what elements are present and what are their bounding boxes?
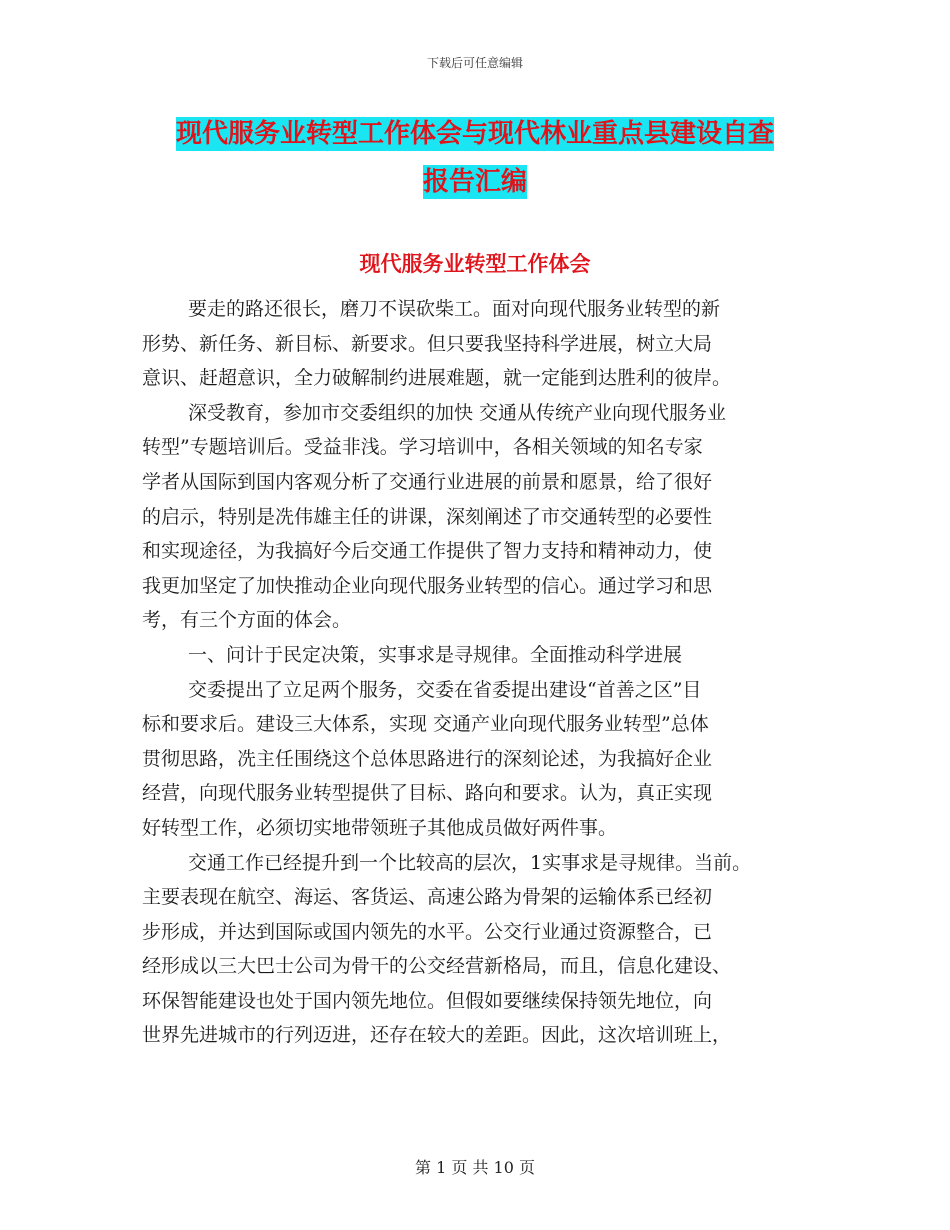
body-line: 一、问计于民定决策，实事求是寻规律。全面推动科学进展 xyxy=(188,643,683,666)
body-line: 经形成以三大巴士公司为骨干的公交经营新格局，而且，信息化建设、 xyxy=(142,955,732,978)
body-line: 我更加坚定了加快推动企业向现代服务业转型的信心。通过学习和思 xyxy=(142,574,713,597)
body-line: 的启示，特别是冼伟雄主任的讲课，深刻阐述了市交通转型的必要性 xyxy=(142,505,713,528)
body-line: 世界先进城市的行列迈进，还存在较大的差距。因此，这次培训班上， xyxy=(142,1024,732,1047)
body-text xyxy=(142,292,832,1053)
body-line: 贯彻思路，冼主任围绕这个总体思路进行的深刻论述，为我搞好企业 xyxy=(142,747,713,770)
document-title-line-1: 现代服务业转型工作体会与现代林业重点县建设自查 xyxy=(175,119,774,149)
body-line: 转型”专题培训后。受益非浅。学习培训中，各相关领域的知名专家 xyxy=(142,436,703,459)
document-title xyxy=(0,110,950,206)
page-footer: 第 1 页 共 10 页 xyxy=(415,1158,535,1177)
body-line: 主要表现在航空、海运、客货运、高速公路为骨架的运输体系已经初 xyxy=(142,886,713,909)
body-line: 深受教育，参加市交委组织的加快 交通从传统产业向现代服务业 xyxy=(188,401,727,424)
body-line: 步形成，并达到国际或国内领先的水平。公交行业通过资源整合，已 xyxy=(142,920,713,943)
body-line: 交通工作已经提升到一个比较高的层次，1实事求是寻规律。当前。 xyxy=(188,851,752,874)
body-line: 交委提出了立足两个服务，交委在省委提出建设“首善之区”目 xyxy=(188,678,702,701)
section-title: 现代服务业转型工作体会 xyxy=(359,252,591,276)
body-line: 和实现途径，为我搞好今后交通工作提供了智力支持和精神动力，使 xyxy=(142,540,713,563)
body-line: 形势、新任务、新目标、新要求。但只要我坚持科学进展，树立大局 xyxy=(142,332,713,355)
body-line: 意识、赶超意识，全力破解制约进展难题，就一定能到达胜利的彼岸。 xyxy=(142,367,732,390)
document-title-line-2: 报告汇编 xyxy=(422,167,527,197)
body-line: 要走的路还很长，磨刀不误砍柴工。面对向现代服务业转型的新 xyxy=(188,298,721,320)
body-line: 经营，向现代服务业转型提供了目标、路向和要求。认为，真正实现 xyxy=(142,782,713,805)
body-line: 学者从国际到国内客观分析了交通行业进展的前景和愿景，给了很好 xyxy=(142,470,713,493)
body-line: 环保智能建设也处于国内领先地位。但假如要继续保持领先地位，向 xyxy=(142,989,713,1012)
body-line: 好转型工作，必须切实地带领班子其他成员做好两件事。 xyxy=(142,816,618,839)
page-header-note: 下载后可任意编辑 xyxy=(426,56,523,70)
body-line: 标和要求后。建设三大体系，实现 交通产业向现代服务业转型”总体 xyxy=(142,713,709,736)
body-line: 考，有三个方面的体会。 xyxy=(142,609,352,632)
